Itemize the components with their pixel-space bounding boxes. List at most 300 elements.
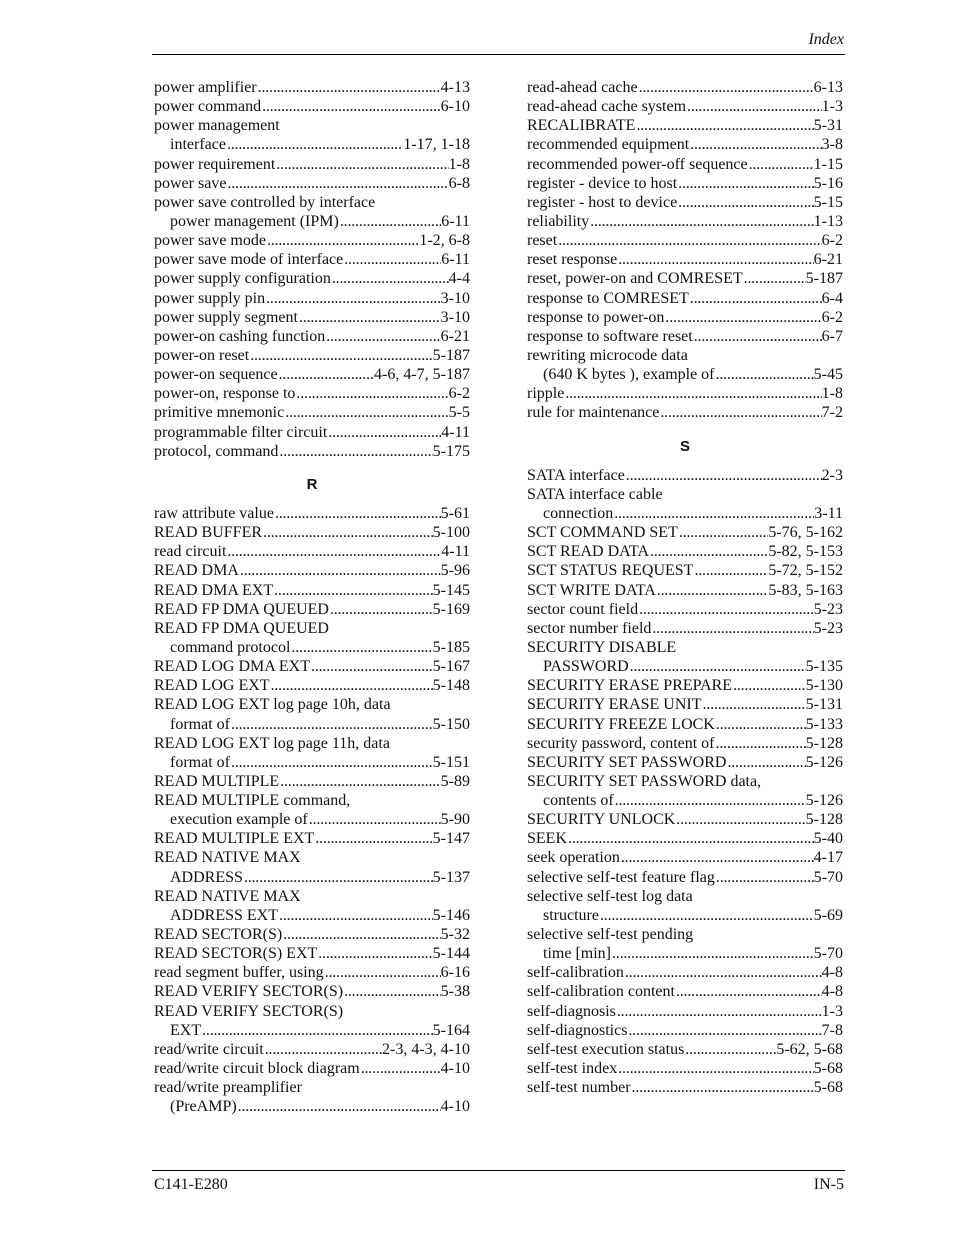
- dot-leader: [675, 810, 805, 829]
- index-entry: [527, 868, 843, 887]
- index-entry-heading: READ LOG EXT log page 11h, data: [154, 734, 390, 752]
- index-entry: [154, 346, 470, 365]
- index-term: READ LOG EXT: [154, 677, 270, 695]
- page-reference: 5-148: [432, 677, 470, 695]
- page-reference: 3-10: [440, 308, 470, 326]
- dot-leader: [274, 504, 441, 523]
- index-term: ripple: [527, 385, 565, 403]
- dot-leader: [275, 155, 448, 174]
- page-reference: 5-145: [432, 581, 470, 599]
- index-term: response to software reset: [527, 327, 693, 345]
- page-reference: 3-11: [814, 504, 843, 522]
- page-reference: 6-13: [813, 79, 843, 96]
- index-term: primitive mnemonic: [154, 404, 285, 422]
- index-entry: [527, 193, 843, 212]
- page-reference: 5-76, 5-162: [768, 524, 843, 542]
- document-id: C141-E280: [154, 1176, 228, 1193]
- dot-leader: [715, 734, 806, 753]
- index-term: SCT WRITE DATA: [527, 581, 656, 599]
- dot-leader: [567, 829, 814, 848]
- dot-leader: [624, 963, 822, 982]
- page-reference: 6-21: [440, 327, 470, 345]
- dot-leader: [237, 1097, 441, 1116]
- index-entry: [527, 753, 843, 772]
- page-reference: 6-7: [821, 327, 843, 345]
- index-entry: [154, 289, 470, 308]
- index-term: time [min]: [543, 945, 611, 963]
- index-entry: [527, 155, 843, 174]
- page-reference: 5-16: [813, 174, 843, 192]
- index-entry: [154, 97, 470, 116]
- dot-leader: [638, 600, 814, 619]
- page-reference: 4-10: [440, 1060, 470, 1078]
- page-reference: 6-10: [440, 98, 470, 116]
- index-term: power requirement: [154, 155, 276, 173]
- index-entry: [527, 1002, 843, 1021]
- index-term: READ VERIFY SECTOR(S): [154, 983, 344, 1001]
- index-entry: [527, 542, 843, 561]
- index-entry: [527, 327, 843, 346]
- index-column-right: [527, 78, 843, 1097]
- page-reference: 1-3: [821, 98, 843, 116]
- index-entry: [527, 581, 843, 600]
- dot-leader: [599, 906, 814, 925]
- index-entry: [154, 523, 470, 542]
- page-reference: 5-89: [440, 772, 470, 790]
- page-reference: 5-45: [813, 366, 843, 384]
- page-reference: 1-8: [821, 385, 843, 403]
- page-reference: 6-8: [448, 174, 470, 192]
- index-entry-continuation: [527, 791, 843, 810]
- page-reference: 5-68: [813, 1079, 843, 1097]
- index-term: self-calibration content: [527, 983, 675, 1001]
- index-entry: [527, 403, 843, 422]
- index-term: SCT COMMAND SET: [527, 524, 678, 542]
- dot-leader: [264, 1040, 382, 1059]
- page-number: IN-5: [813, 1176, 844, 1193]
- index-term: sector count field: [527, 600, 639, 618]
- page-reference: 4-4: [448, 270, 470, 288]
- index-term: RECALIBRATE: [527, 117, 636, 135]
- page-reference: 2-3: [821, 466, 843, 484]
- index-entry: [527, 135, 843, 154]
- dot-leader: [226, 135, 403, 154]
- index-entry-continuation: [154, 638, 470, 657]
- index-term: READ DMA EXT: [154, 581, 274, 599]
- page-reference: 6-11: [441, 251, 470, 269]
- index-term: recommended power-off sequence: [527, 155, 748, 173]
- index-entry-heading: power save controlled by interface: [154, 193, 376, 211]
- page-reference: 5-62, 5-68: [776, 1040, 843, 1058]
- index-entry-continuation: [154, 715, 470, 734]
- index-entry: [154, 963, 470, 982]
- page-reference: 3-8: [821, 136, 843, 154]
- dot-leader: [339, 212, 441, 231]
- page-reference: 5-133: [805, 715, 843, 733]
- index-entry-heading: READ FP DMA QUEUED: [154, 619, 329, 637]
- index-entry-continuation: [154, 1021, 470, 1040]
- dot-leader: [343, 250, 441, 269]
- dot-leader: [656, 581, 769, 600]
- index-entry: [527, 384, 843, 403]
- index-term: connection: [543, 504, 614, 522]
- index-entry: [527, 982, 843, 1001]
- dot-leader: [589, 212, 813, 231]
- dot-leader: [617, 1059, 813, 1078]
- index-entry-heading: READ LOG EXT log page 10h, data: [154, 696, 391, 714]
- dot-leader: [659, 403, 821, 422]
- page-reference: 5-70: [813, 868, 843, 886]
- page-reference: 5-100: [432, 524, 470, 542]
- page-reference: 5-83, 5-163: [768, 581, 843, 599]
- index-entry-continuation: [154, 212, 470, 231]
- dot-leader: [230, 753, 433, 772]
- page-reference: 1-2, 6-8: [419, 232, 470, 250]
- page-reference: 5-70: [813, 945, 843, 963]
- page-reference: 1-3: [821, 1002, 843, 1020]
- page-reference: 6-11: [441, 212, 470, 230]
- dot-leader: [261, 97, 441, 116]
- index-entry: [527, 308, 843, 327]
- dot-leader: [613, 504, 814, 523]
- index-term: reset, power-on and COMRESET: [527, 270, 743, 288]
- page-reference: 7-2: [821, 404, 843, 422]
- page-reference: 7-8: [821, 1021, 843, 1039]
- index-term: self-diagnosis: [527, 1002, 616, 1020]
- index-term: structure: [543, 906, 599, 924]
- page-reference: 6-2: [821, 232, 843, 250]
- index-entry: [154, 1059, 470, 1078]
- index-term: SEEK: [527, 830, 567, 848]
- page-reference: 5-146: [432, 906, 470, 924]
- dot-leader: [278, 906, 433, 925]
- page-reference: 5-96: [440, 562, 470, 580]
- index-entry: [154, 423, 470, 442]
- dot-leader: [611, 944, 814, 963]
- index-entry-heading: SECURITY DISABLE: [527, 638, 677, 656]
- dot-leader: [748, 155, 814, 174]
- index-term: self-test execution status: [527, 1040, 685, 1058]
- dot-leader: [702, 695, 806, 714]
- page-reference: 5-126: [805, 753, 843, 771]
- index-entry: [527, 231, 843, 250]
- dot-leader: [243, 868, 433, 887]
- index-term: PASSWORD: [543, 658, 629, 676]
- index-entry: [154, 269, 470, 288]
- dot-leader: [686, 97, 822, 116]
- index-term: reset response: [527, 251, 618, 269]
- page-reference: 5-38: [440, 983, 470, 1001]
- index-term: READ LOG DMA EXT: [154, 658, 310, 676]
- dot-leader: [638, 78, 814, 97]
- dot-leader: [715, 365, 814, 384]
- page-reference: 4-8: [821, 964, 843, 982]
- index-entry-continuation: [154, 1097, 470, 1116]
- dot-leader: [331, 269, 449, 288]
- index-term: power amplifier: [154, 79, 257, 96]
- index-entry-heading: power management: [154, 117, 280, 135]
- index-column-left: [154, 78, 470, 1116]
- dot-leader: [620, 848, 814, 867]
- index-term: read circuit: [154, 543, 227, 561]
- index-term: power-on cashing function: [154, 327, 326, 345]
- index-term: reliability: [527, 212, 590, 230]
- page-reference: 5-23: [813, 600, 843, 618]
- dot-leader: [557, 231, 821, 250]
- dot-leader: [651, 619, 813, 638]
- page-reference: 4-13: [440, 79, 470, 96]
- dot-leader: [732, 676, 806, 695]
- dot-leader: [693, 561, 768, 580]
- index-entry: [154, 982, 470, 1001]
- page-reference: 5-187: [805, 270, 843, 288]
- index-term: register - host to device: [527, 193, 678, 211]
- dot-leader: [310, 657, 433, 676]
- index-term: EXT: [170, 1021, 202, 1039]
- page-reference: 1-17, 1-18: [403, 136, 470, 154]
- index-term: READ SECTOR(S) EXT: [154, 945, 318, 963]
- index-term: raw attribute value: [154, 504, 274, 522]
- dot-leader: [726, 753, 805, 772]
- index-entry: [154, 155, 470, 174]
- index-term: (PreAMP): [170, 1098, 237, 1116]
- page-reference: 4-11: [441, 423, 470, 441]
- index-term: power management (IPM): [170, 212, 339, 230]
- index-entry-continuation: [154, 135, 470, 154]
- index-term: power-on reset: [154, 346, 250, 364]
- dot-leader: [635, 116, 813, 135]
- index-entry: [527, 848, 843, 867]
- index-term: power supply pin: [154, 289, 266, 307]
- page-reference: 5-187: [432, 346, 470, 364]
- page-reference: 6-16: [440, 964, 470, 982]
- index-entry: [527, 600, 843, 619]
- index-entry: [154, 772, 470, 791]
- index-entry-heading: READ VERIFY SECTOR(S): [154, 1002, 344, 1020]
- index-term: ADDRESS: [170, 868, 243, 886]
- index-term: READ DMA: [154, 562, 239, 580]
- section-letter: S: [679, 437, 690, 455]
- index-term: SECURITY UNLOCK: [527, 811, 676, 829]
- dot-leader: [266, 231, 419, 250]
- index-term: read segment buffer, using: [154, 964, 324, 982]
- index-entry: [154, 581, 470, 600]
- dot-leader: [257, 78, 441, 97]
- dot-leader: [617, 250, 813, 269]
- page-reference: 5-82, 5-153: [768, 543, 843, 561]
- index-entry-heading: SECURITY SET PASSWORD data,: [527, 772, 762, 790]
- index-term: power save mode of interface: [154, 251, 344, 269]
- index-entry: [154, 365, 470, 384]
- page-reference: 5-5: [448, 404, 470, 422]
- index-entry: [527, 619, 843, 638]
- index-entry: [154, 174, 470, 193]
- index-entry: [527, 116, 843, 135]
- index-entry-heading: SATA interface cable: [527, 485, 663, 503]
- index-term: SECURITY FREEZE LOCK: [527, 715, 715, 733]
- index-term: READ MULTIPLE: [154, 772, 280, 790]
- index-entry-heading: READ NATIVE MAX: [154, 849, 301, 867]
- index-term: read-ahead cache: [527, 79, 638, 96]
- dot-leader: [631, 1078, 814, 1097]
- index-term: programmable filter circuit: [154, 423, 328, 441]
- dot-leader: [689, 289, 822, 308]
- dot-leader: [295, 384, 448, 403]
- page-reference: 5-126: [805, 792, 843, 810]
- index-term: read/write circuit block diagram: [154, 1060, 360, 1078]
- index-entry: [527, 810, 843, 829]
- dot-leader: [677, 174, 814, 193]
- page-reference: 5-15: [813, 193, 843, 211]
- index-entry-heading: selective self-test log data: [527, 887, 693, 905]
- dot-leader: [270, 676, 433, 695]
- index-term: power-on, response to: [154, 385, 296, 403]
- dot-leader: [684, 1040, 776, 1059]
- index-term: reset: [527, 232, 558, 250]
- page-reference: 1-15: [813, 155, 843, 173]
- index-entry-continuation: [527, 365, 843, 384]
- page-reference: 1-13: [813, 212, 843, 230]
- page-reference: 5-151: [432, 753, 470, 771]
- dot-leader: [677, 193, 814, 212]
- dot-leader: [249, 346, 432, 365]
- page-reference: 5-72, 5-152: [768, 562, 843, 580]
- page-reference: 5-135: [805, 658, 843, 676]
- dot-leader: [715, 868, 814, 887]
- page-header-title: Index: [808, 31, 844, 48]
- index-term: SECURITY SET PASSWORD: [527, 753, 727, 771]
- dot-leader: [265, 289, 441, 308]
- page-reference: 3-10: [440, 289, 470, 307]
- index-entry: [527, 1078, 843, 1097]
- dot-leader: [325, 327, 440, 346]
- page-reference: 1-8: [448, 155, 470, 173]
- index-term: power-on sequence: [154, 366, 278, 384]
- index-term: power save: [154, 174, 227, 192]
- index-entry: [154, 442, 470, 461]
- index-entry: [527, 212, 843, 231]
- page-reference: 5-68: [813, 1060, 843, 1078]
- index-term: SCT STATUS REQUEST: [527, 562, 694, 580]
- dot-leader: [693, 327, 822, 346]
- page-reference: 6-2: [448, 385, 470, 403]
- index-entry: [154, 542, 470, 561]
- index-term: SATA interface: [527, 466, 625, 484]
- index-term: self-test number: [527, 1079, 631, 1097]
- dot-leader: [625, 466, 822, 485]
- index-entry-continuation: [154, 810, 470, 829]
- index-entry: [527, 1040, 843, 1059]
- page-reference: 5-137: [432, 868, 470, 886]
- page-reference: 5-61: [440, 504, 470, 522]
- index-term: security password, content of: [527, 734, 715, 752]
- index-term: READ BUFFER: [154, 524, 263, 542]
- index-entry: [154, 384, 470, 403]
- index-entry: [527, 695, 843, 714]
- dot-leader: [279, 772, 440, 791]
- index-entry: [154, 829, 470, 848]
- index-term: read-ahead cache system: [527, 98, 687, 116]
- index-term: response to COMRESET: [527, 289, 689, 307]
- index-entry: [154, 561, 470, 580]
- page-reference: 5-164: [432, 1021, 470, 1039]
- page-reference: 5-175: [432, 442, 470, 460]
- page-reference: 5-167: [432, 658, 470, 676]
- index-entry-continuation: [527, 504, 843, 523]
- index-term: command protocol: [170, 638, 291, 656]
- dot-leader: [317, 944, 432, 963]
- index-entry: [154, 944, 470, 963]
- index-term: (640 K bytes ), example of: [543, 366, 715, 384]
- index-term: seek operation: [527, 849, 620, 867]
- index-entry: [527, 269, 843, 288]
- index-term: response to power-on: [527, 308, 665, 326]
- page-reference: 5-144: [432, 945, 470, 963]
- index-entry-continuation: [527, 906, 843, 925]
- page-reference: 5-32: [440, 926, 470, 944]
- page-reference: 5-90: [440, 811, 470, 829]
- dot-leader: [360, 1059, 441, 1078]
- index-entry: [527, 250, 843, 269]
- dot-leader: [226, 542, 441, 561]
- index-term: READ MULTIPLE EXT: [154, 830, 315, 848]
- index-term: rule for maintenance: [527, 404, 660, 422]
- dot-leader: [324, 963, 441, 982]
- dot-leader: [278, 365, 374, 384]
- index-term: power save mode: [154, 232, 266, 250]
- dot-leader: [629, 657, 806, 676]
- page-reference: 6-4: [821, 289, 843, 307]
- dot-leader: [627, 1021, 821, 1040]
- index-term: protocol, command: [154, 442, 279, 460]
- index-term: read/write circuit: [154, 1040, 264, 1058]
- index-entry: [154, 78, 470, 97]
- dot-leader: [327, 423, 441, 442]
- dot-leader: [743, 269, 806, 288]
- index-term: SECURITY ERASE UNIT: [527, 696, 702, 714]
- index-entry: [154, 925, 470, 944]
- index-entry-heading: READ NATIVE MAX: [154, 887, 301, 905]
- index-entry: [154, 657, 470, 676]
- dot-leader: [298, 308, 441, 327]
- page-reference: 4-11: [441, 543, 470, 561]
- index-term: SCT READ DATA: [527, 543, 649, 561]
- index-entry: [154, 1040, 470, 1059]
- index-term: execution example of: [170, 811, 308, 829]
- dot-leader: [230, 715, 433, 734]
- page-reference: 6-2: [821, 308, 843, 326]
- index-entry: [527, 523, 843, 542]
- index-entry: [527, 676, 843, 695]
- dot-leader: [689, 135, 822, 154]
- index-entry-heading: READ MULTIPLE command,: [154, 792, 351, 810]
- dot-leader: [282, 925, 441, 944]
- index-entry: [154, 600, 470, 619]
- index-term: self-test index: [527, 1060, 618, 1078]
- page-reference: 5-128: [805, 734, 843, 752]
- dot-leader: [664, 308, 821, 327]
- index-term: format of: [170, 753, 230, 771]
- dot-leader: [649, 542, 768, 561]
- dot-leader: [616, 1002, 822, 1021]
- index-entry-continuation: [154, 753, 470, 772]
- page-reference: 5-23: [813, 619, 843, 637]
- dot-leader: [290, 638, 432, 657]
- index-term: register - device to host: [527, 174, 678, 192]
- index-term: selective self-test feature flag: [527, 868, 715, 886]
- index-entry: [154, 504, 470, 523]
- index-entry: [154, 308, 470, 327]
